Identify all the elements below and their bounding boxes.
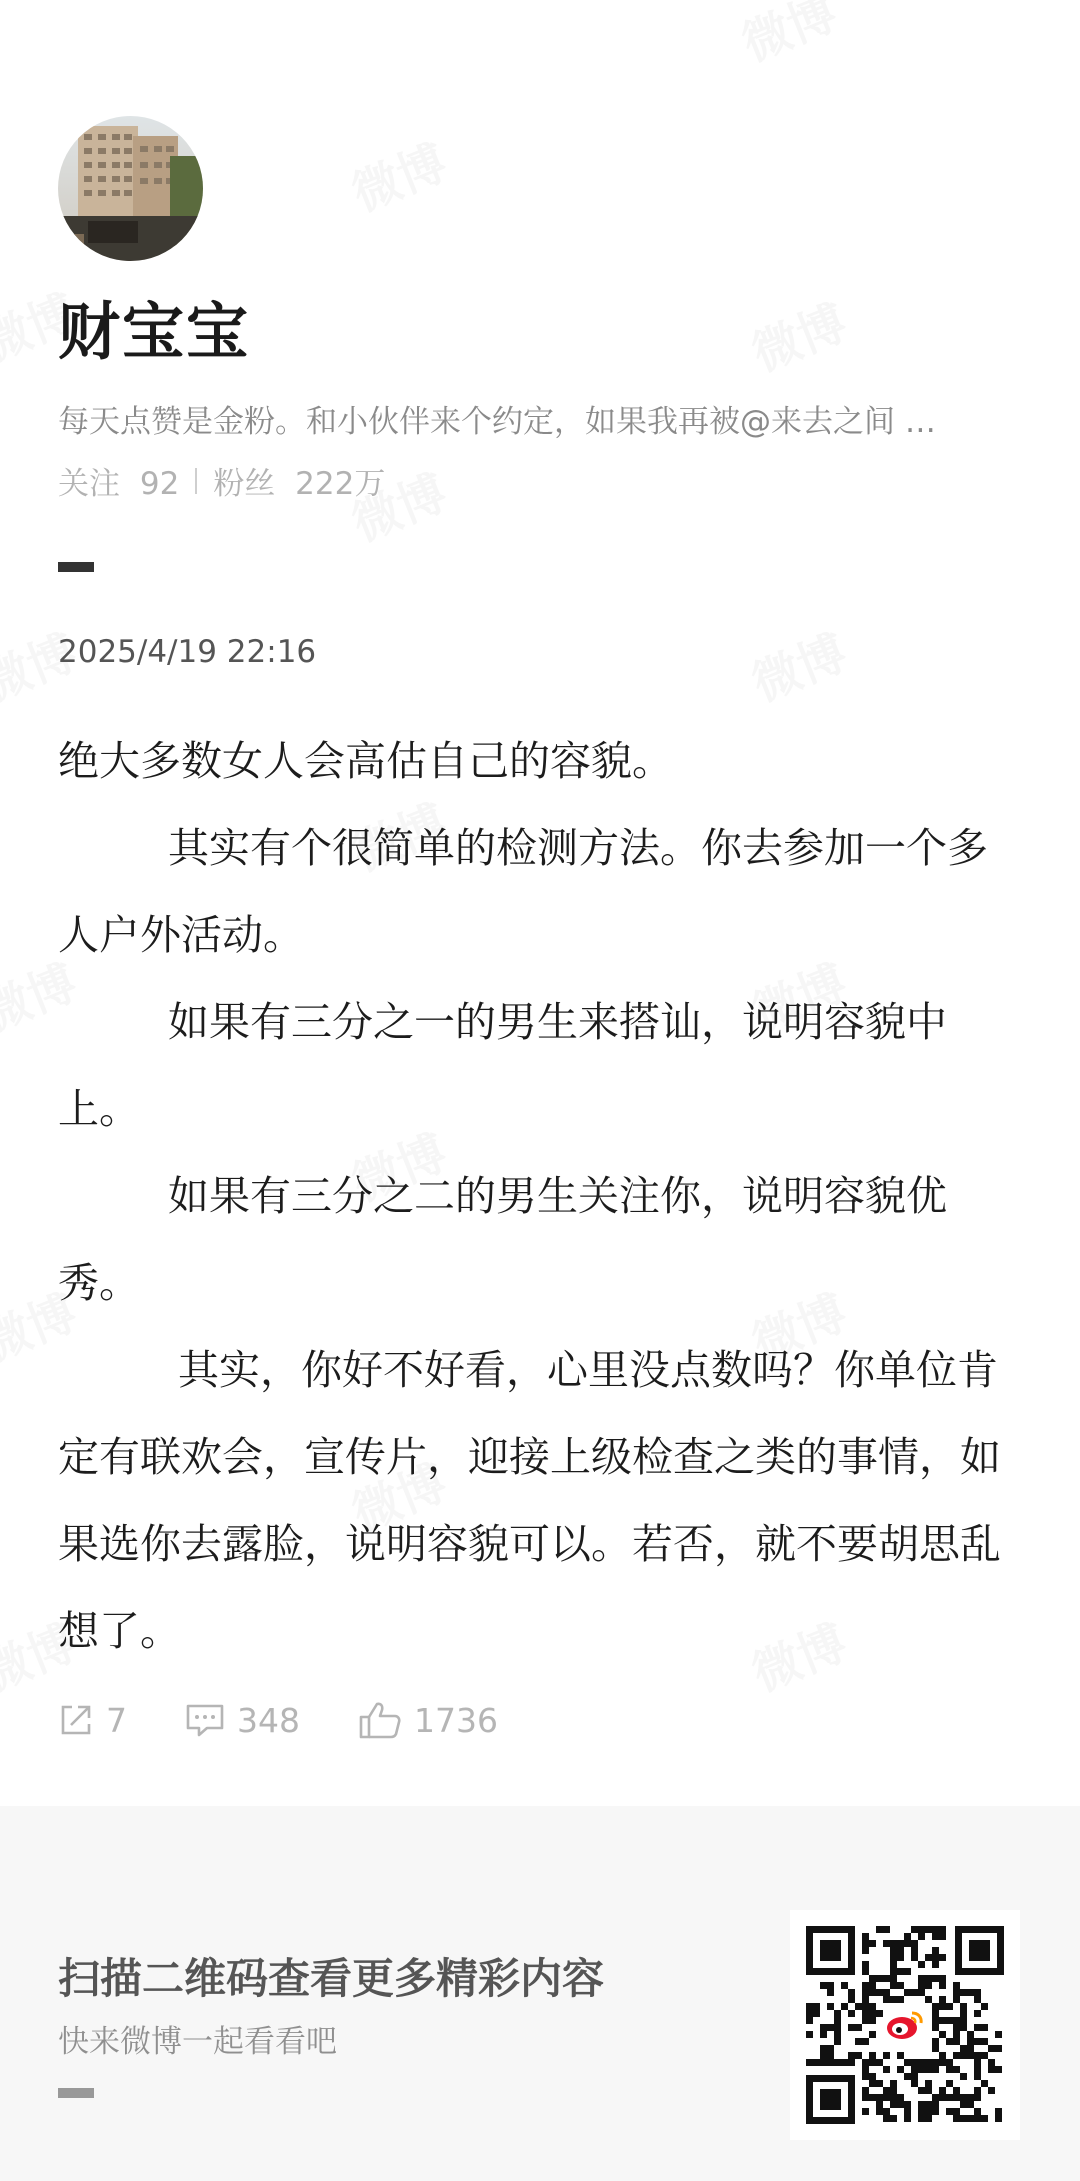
qr-module [869,2017,876,2024]
qr-module [946,2094,953,2101]
qr-module [960,1989,967,1996]
qr-module [883,1940,890,1947]
qr-module [932,2045,939,2052]
post-paragraph: 如果有三分之二的男生关注你，说明容貌优秀。 [58,1172,947,1307]
qr-module [932,2101,939,2108]
post-paragraph: 其实有个很简单的检测方法。你去参加一个多人户外活动。 [58,824,988,959]
qr-module [820,2031,827,2038]
qr-module [925,1982,932,1989]
qr-module [932,2017,939,2024]
qr-module [848,2059,855,2066]
qr-module [974,2108,981,2115]
qr-module [939,1996,946,2003]
comment-icon [185,1702,225,1738]
qr-module [897,2066,904,2073]
qr-module [911,1989,918,1996]
qr-module [960,2052,967,2059]
followers-count: 222万 [295,466,386,502]
qr-module [967,2101,974,2108]
qr-module [820,2024,827,2031]
qr-module [904,1940,911,1947]
qr-module [925,2059,932,2066]
qr-module [904,2059,911,2066]
followers-stat[interactable] [213,458,385,503]
qr-module [974,1989,981,1996]
qr-code-image [790,1910,1020,2140]
qr-module [939,2052,946,2059]
qr-module [918,1933,925,1940]
qr-module [820,2059,827,2066]
qr-module [890,1975,897,1982]
qr-module [869,2052,876,2059]
repost-icon [58,1702,94,1738]
qr-module [981,2038,988,2045]
qr-module [869,1982,876,1989]
qr-module [883,1926,890,1933]
qr-module [904,1968,911,1975]
qr-module [869,1989,876,1996]
followers-label: 粉丝 [213,466,276,502]
qr-module [862,1968,869,1975]
qr-module [862,1961,869,1968]
qr-module [834,2038,841,2045]
qr-module [932,2038,939,2045]
qr-module [848,1996,855,2003]
qr-module [911,1947,918,1954]
qr-module [981,2080,988,2087]
qr-module [974,2066,981,2073]
qr-module [960,2003,967,2010]
qr-module [967,2052,974,2059]
qr-module [946,2059,953,2066]
qr-module [890,1996,897,2003]
qr-module [911,2059,918,2066]
qr-module [862,2073,869,2080]
qr-module [953,2031,960,2038]
qr-module [974,2038,981,2045]
qr-module [953,2066,960,2073]
qr-module [813,2003,820,2010]
qr-module [911,1940,918,1947]
qr-module [806,2010,813,2017]
following-stat[interactable] [58,458,179,503]
watermark [731,0,846,74]
qr-module [925,2080,932,2087]
qr-module [869,2073,876,2080]
qr-module [925,2087,932,2094]
footer-subtitle: 快来微博一起看看吧 [58,2024,337,2060]
qr-module [897,1996,904,2003]
qr-module [883,2052,890,2059]
qr-module [925,2115,932,2122]
qr-module [946,2066,953,2073]
qr-module [862,2038,869,2045]
qr-module [904,2101,911,2108]
repost-count: 7 [106,1700,127,1740]
qr-module [932,1926,939,1933]
qr-module [883,2066,890,2073]
qr-module [806,2017,813,2024]
qr-module [890,2101,897,2108]
qr-module [834,2024,841,2031]
qr-module [939,2003,946,2010]
qr-module [967,2038,974,2045]
qr-module [827,2003,834,2010]
qr-module [827,2059,834,2066]
post-body [58,718,1018,1675]
qr-module [939,2017,946,2024]
qr-module [946,2038,953,2045]
qr-module [932,2108,939,2115]
qr-module [967,2045,974,2052]
qr-module [806,2031,813,2038]
qr-module [897,2094,904,2101]
qr-module [939,1982,946,1989]
qr-module [862,2087,869,2094]
qr-module [988,2045,995,2052]
qr-module [918,1961,925,1968]
qr-module [904,2073,911,2080]
qr-module [904,1933,911,1940]
qr-module [981,2115,988,2122]
post-paragraph: 如果有三分之一的男生来搭讪，说明容貌中上。 [58,998,947,1133]
qr-module [883,2094,890,2101]
qr-module [869,2080,876,2087]
qr-module [932,2059,939,2066]
qr-module [995,2045,1002,2052]
qr-module [890,1940,897,1947]
qr-module [918,1982,925,1989]
footer-divider-mark [58,2088,94,2098]
qr-module [890,1961,897,1968]
qr-module [841,2003,848,2010]
qr-module [995,2115,1002,2122]
qr-module [953,2038,960,2045]
qr-module [918,2108,925,2115]
avatar-image [58,116,203,261]
qr-module [988,2087,995,2094]
qr-module [904,1989,911,1996]
qr-module [974,2087,981,2094]
qr-module [939,2094,946,2101]
qr-module [974,2115,981,2122]
qr-module [834,2017,841,2024]
qr-module [953,2087,960,2094]
qr-module [862,1989,869,1996]
qr-module [890,1982,897,1989]
qr-module [995,2066,1002,2073]
qr-module [883,1989,890,1996]
qr-module [869,2031,876,2038]
qr-module [932,1961,939,1968]
qr-module [904,2108,911,2115]
qr-module [827,1982,834,1989]
qr-module [806,2003,813,2010]
qr-module [939,2031,946,2038]
qr-module [911,2073,918,2080]
qr-module [939,1926,946,1933]
qr-module [834,2031,841,2038]
qr-module [953,2115,960,2122]
qr-module [960,2045,967,2052]
qr-finder-top-right [955,1926,1004,1975]
qr-module [834,2010,841,2017]
qr-module [869,2094,876,2101]
qr-module [974,2052,981,2059]
qr-module [911,2080,918,2087]
stats-divider [195,468,197,494]
section-divider-mark [58,562,94,572]
qr-module [932,2066,939,2073]
qr-module [974,1996,981,2003]
qr-module [883,2108,890,2115]
qr-module [862,1940,869,1947]
qr-module [890,2087,897,2094]
qr-module [925,2108,932,2115]
qr-module [883,1996,890,2003]
qr-module [946,2017,953,2024]
qr-module [918,2115,925,2122]
post-paragraph: 其实，你好不好看，心里没点数吗？你单位肯定有联欢会，宣传片，迎接上级检查之类的事情，如果选你去露脸，说明容貌可以。若否，就不要胡思乱想了。 [58,1346,1001,1655]
qr-module [876,2059,883,2066]
qr-module [946,2080,953,2087]
qr-module [855,2024,862,2031]
like-count: 1736 [414,1700,498,1740]
qr-module [897,1968,904,1975]
qr-module [960,2094,967,2101]
qr-module [974,2059,981,2066]
qr-module [862,1982,869,1989]
post-timestamp: 2025/4/19 22:16 [58,634,317,670]
post-paragraph: 绝大多数女人会高估自己的容貌。 [58,737,673,785]
following-label: 关注 [58,466,120,502]
username[interactable]: 财宝宝 [58,295,251,368]
qr-module [869,2059,876,2066]
qr-module [862,2017,869,2024]
like-button[interactable] [358,1700,498,1740]
qr-module [918,1989,925,1996]
thumbs-up-icon [358,1700,402,1740]
qr-module [911,1926,918,1933]
qr-module [995,2108,1002,2115]
qr-module [939,2059,946,2066]
comment-button[interactable] [185,1701,300,1740]
qr-code[interactable] [790,1910,1020,2140]
qr-finder-top-left [806,1926,855,1975]
qr-module [960,2024,967,2031]
qr-module [953,2024,960,2031]
qr-module [813,2059,820,2066]
qr-module [904,2115,911,2122]
qr-module [911,1954,918,1961]
qr-module [869,1975,876,1982]
footer-title: 扫描二维码查看更多精彩内容 [58,1954,605,2003]
avatar[interactable] [58,116,203,261]
qr-module [953,2017,960,2024]
qr-module [960,2010,967,2017]
qr-module [932,2094,939,2101]
qr-module [855,2052,862,2059]
qr-module [827,2052,834,2059]
qr-module [960,2101,967,2108]
qr-module [897,1940,904,1947]
qr-module [946,2108,953,2115]
qr-module [967,2031,974,2038]
repost-button[interactable] [58,1701,127,1740]
qr-module [967,2115,974,2122]
qr-module [918,2059,925,2066]
qr-module [890,2080,897,2087]
qr-module [981,2003,988,2010]
qr-module [918,1926,925,1933]
qr-module [988,2066,995,2073]
qr-module [925,1975,932,1982]
qr-module [925,1954,932,1961]
qr-module [925,2066,932,2073]
qr-module [827,2045,834,2052]
watermark [741,615,856,715]
qr-module [876,2108,883,2115]
qr-module [848,2024,855,2031]
qr-module [862,2066,869,2073]
qr-module [974,2024,981,2031]
qr-module [897,1954,904,1961]
qr-module [883,2087,890,2094]
qr-module [834,2059,841,2066]
qr-module [953,2052,960,2059]
qr-module [862,2059,869,2066]
qr-module [953,2108,960,2115]
qr-module [953,2094,960,2101]
qr-module [876,2080,883,2087]
qr-module [855,2003,862,2010]
qr-module [988,2059,995,2066]
profile-bio: 每天点赞是金粉。和小伙伴来个约定，如果我再被@来去之间 … [58,404,936,440]
qr-module [932,1954,939,1961]
qr-module [911,2066,918,2073]
qr-module [813,2010,820,2017]
qr-module [925,2101,932,2108]
qr-module [848,1989,855,1996]
weibo-logo-icon [883,2005,927,2045]
qr-module [806,2059,813,2066]
qr-module [862,1996,869,2003]
qr-module [960,2073,967,2080]
qr-module [820,1982,827,1989]
qr-module [960,2115,967,2122]
qr-module [925,1996,932,2003]
qr-module [862,1947,869,1954]
qr-module [862,2108,869,2115]
comment-count: 348 [237,1700,300,1740]
qr-module [890,1947,897,1954]
qr-module [967,1989,974,1996]
qr-module [820,2045,827,2052]
watermark [741,285,856,385]
qr-module [974,2073,981,2080]
qr-module [932,2010,939,2017]
qr-module [974,2010,981,2017]
qr-module [841,1982,848,1989]
following-count: 92 [139,466,180,502]
qr-module [932,2003,939,2010]
qr-module [827,2024,834,2031]
qr-module [848,2010,855,2017]
qr-module [939,1933,946,1940]
qr-module [932,1947,939,1954]
qr-module [862,1933,869,1940]
qr-module [862,2003,869,2010]
qr-module [953,1982,960,1989]
qr-module [890,2094,897,2101]
post-actions [58,1700,556,1740]
qr-module [876,1989,883,1996]
profile-stats [58,458,385,503]
qr-module [939,1975,946,1982]
qr-module [925,1926,932,1933]
qr-module [855,2038,862,2045]
qr-module [827,1989,834,1996]
qr-module [981,2052,988,2059]
qr-module [869,1940,876,1947]
qr-finder-bottom-left [806,2075,855,2124]
qr-module [918,1975,925,1982]
qr-module [995,2031,1002,2038]
qr-module [946,2003,953,2010]
qr-module [974,2094,981,2101]
qr-module [939,1954,946,1961]
qr-module [890,1968,897,1975]
qr-module [981,2024,988,2031]
qr-module [939,2087,946,2094]
qr-module [918,2101,925,2108]
qr-module [869,2003,876,2010]
qr-module [848,2052,855,2059]
qr-module [862,2094,869,2101]
qr-module [953,1996,960,2003]
qr-module [869,2010,876,2017]
qr-module [876,1926,883,1933]
qr-module [883,2115,890,2122]
qr-module [890,1954,897,1961]
qr-module [876,2101,883,2108]
qr-module [897,1982,904,1989]
qr-module [862,2010,869,2017]
qr-module [897,1947,904,1954]
qr-module [820,2052,827,2059]
qr-module [897,2052,904,2059]
qr-module [932,1933,939,1940]
watermark [341,125,456,225]
qr-module [890,2115,897,2122]
qr-module [960,2017,967,2024]
qr-module [876,1975,883,1982]
qr-module [967,2094,974,2101]
qr-module [953,1989,960,1996]
qr-module [918,2087,925,2094]
qr-module [932,1975,939,1982]
qr-module [876,2094,883,2101]
qr-module [918,2066,925,2073]
qr-module [841,2059,848,2066]
footer-promo [0,1806,1080,2181]
qr-module [876,2010,883,2017]
qr-module [897,2101,904,2108]
qr-module [883,1975,890,1982]
qr-module [932,2024,939,2031]
